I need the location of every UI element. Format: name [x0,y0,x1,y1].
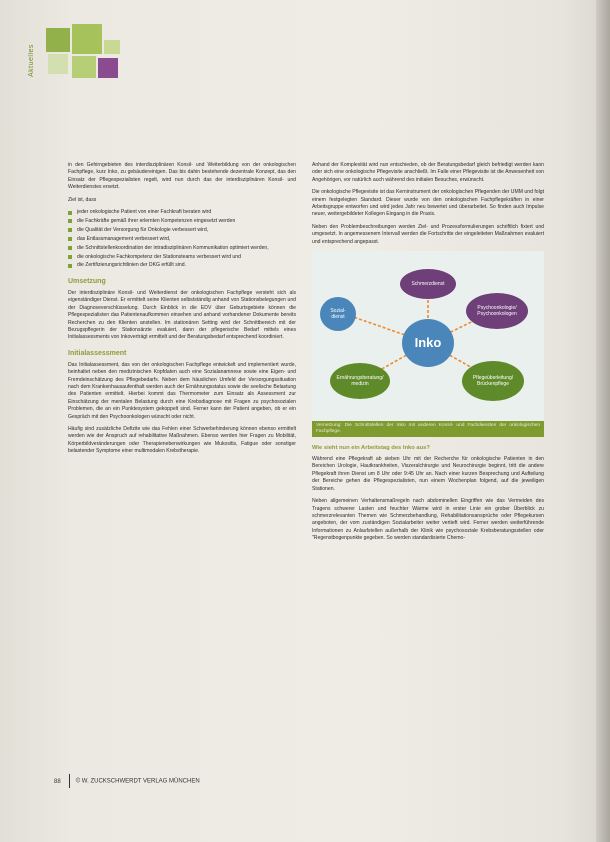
node-schmerzdienst: Schmerzdienst [400,269,456,299]
decor-square [98,58,118,78]
question-heading: Wie sieht nun ein Arbeitstag des Inko aus? [312,445,430,452]
left-column [68,162,296,461]
square-bullet-icon [68,228,72,232]
decor-square [48,54,68,74]
center-node: Inko [402,319,454,367]
umsetzung-paragraph: Der interdisziplinäre Konsil- und Weiterdienst der onkologischen Fachpflege versteht sich als eigenständiger Dienst. Er ermittelt seine Klienten selbstständig anhand von Stationsbelegungen und der Diagnoseverschlüsselung. Durch Einblick in die EDV über Geburtsgebiete können die Pflegespezialisten das Patientenaufkommen einsehen und anhand vorhandener Dokumente bereits Recherchen zu den Klienten anstellen. Im stationären Setting wird der Schnittbereich mit der Bezugspflegerin der Stationsärzte evaluiert, dann der pflegerische Bedarf mittels eines Initialassessments von Inkoverträgt ermittelt und der Beratungsbedarf entsprechend koordiniert. [68,289,296,341]
square-bullet-icon [68,211,72,215]
intro-paragraph: in den Gehirngebieten des interdisziplinären Konsil- und Weiterbildung von der onkologischen Fachpflege, kurz Inko, zu gebäudereinigen. Das bis dahin bestehende dezentrale Konzept, das den Einsatz der Pflegespezialisten regelt, wird nun durch das der interdisziplinären Konsil- und Weiterdienstes ersetzt. [68,162,296,191]
decor-square [72,56,96,78]
square-bullet-icon [68,264,72,268]
node-pflegeueberleitung: Pflegeüberleitung/ Brückenpflege [462,361,524,401]
list-item: jeder onkologische Patient von einer Fachkraft beraten wird [68,209,296,216]
list-item: das Entlassmanagement verbessert wird, [68,236,296,243]
square-bullet-icon [68,255,72,259]
decor-square [104,40,120,54]
assessment-paragraph: Das Initialassessment, das von der onkologischen Fachpflege entwickelt und implementiert wurde, beinhaltet neben den medizinischen Kopfdaten auch eine Sozialanamnese sowie eine Eigen- und Fremdeinschätzung des Pflegebedarfs. Neben dem häuslichen Umfeld der Versorgungssituation nach dem Krankenhausaufenthalt werden auch der Ernährungsstatus sowie die seelische Belastung des Patienten ermittelt. Hierbei kommt das Thermometer zum Einsatz als Assessment zur Einschätzung der mentalen Belastung durch eine Krebsdiagnose mit Fragen zu psychosozialen Problemen, die an ein Punktesystem gekoppelt sind. Ferner kann der Patient angeben, ob er ein Gespräch mit den Psychoonkologen wünscht oder nicht. [68,361,296,420]
section-heading: Umsetzung [68,277,106,285]
goal-label: Ziel ist, dass [68,196,97,203]
list-item: die Qualität der Versorgung für Onkologie verbessert wird, [68,227,296,234]
page-number: 88 [54,778,61,785]
subsection-heading: Initialassessment [68,349,127,357]
list-item: die Schnittstellenkoordination der intradisziplinären Kommunikation optimiert werden, [68,245,296,252]
list-item: die Fachkräfte gemäß ihrer erlernten Kompetenzen eingesetzt werden [68,218,296,225]
list-item: die Zertifizierungsrichtlinien der DKG erfüllt sind. [68,262,296,269]
figure-caption: Vernetzung: Die Schnittstellen der Inko mit anderen Konsil- und Fachdiensten der onkologischen Fachpflege. [312,421,544,437]
workday-paragraph: Während eine Pflegekraft ab sieben Uhr mit der Recherche für onkologische Patienten in den Bereichen Urologie, Hautkrankheiten, Viszeralchirurgie und Neurochirurgie beginnt, tritt die andere Pflegekraft ihren Dienst um 8 Uhr oder 9:45 Uhr an. Nach einer kurzen Besprechung und Aufteilung der Bereiche gehen die Pflegespezialisten, nun einem Wochenplan folgend, auf die jeweiligen Stationen. [312,456,544,492]
intro-paragraph: Anhand der Komplexität wird nun entschieden, ob der Beratungsbedarf gleich befriedigt werden kann oder sich eine onkologische Pflegevisite anschließt. Im Falle einer Pflegevisite ist die Anwesenheit von Angehörigen, vor natürlich auch während des initialen Besuches, erwünscht. [312,162,544,183]
node-sozialdienst: Sozial- dienst [320,297,356,331]
node-ernaehrungsberatung: Ernährungsberatung/ medizin [330,363,390,399]
list-item: die onkologische Fachkompetenz der Stationsteams verbessert wird und [68,254,296,261]
binding-edge [596,0,610,842]
assessment-paragraph-2: Häufig sind zusätzliche Defizite wie das Fehlen einer Schwerbehinderung können ebenso ermittelt werden wie der Anspruch auf rehabilitative Maßnahmen. Ebenso werden hier Fragen zu Mobilität, Körperbildveränderungen oder Therapienebenwirkungen wie Mukositis, Fatigue oder sonstiger belastender Symptome einer multimodalen Krebstherapie. [68,425,296,455]
decor-square [72,24,102,54]
workday-paragraph-2: Neben allgemeinen Verhaltensmaßregeln nach abdominellen Eingriffen wie das Vermeiden des Tragens schwerer Lasten und feuchter Wärme wird in erster Linie ein grober Überblick zu schmerzrelevanten Themen wie Schmerzbehandlung, Rehabilitationsansprüche oder Pflegekursen angeboten, der vom zuständigen Sozialarbeiter weiter vertieft wird. Ferner werden weiterführende Informationen zu Anlaufstellen außerhalb der Klinik wie psychosoziale Krebsberatungsstellen oder "Regenstbogenpunkte gegeben. So werden standardisierte Chemo- [312,498,544,542]
publisher-credit: © W. ZUCKSCHWERDT VERLAG MÜNCHEN [75,778,200,785]
square-bullet-icon [68,237,72,241]
square-bullet-icon [68,219,72,223]
decor-square [46,28,70,52]
node-psychoonkologie: Psychoonkologie/ Psychoonkologen [466,293,528,329]
goal-list [68,209,296,270]
evaluation-paragraph: Neben den Problembeschreibungen werden Ziel- und Prozessformulierungen schriftlich fixiert und umgesetzt. In angemessenem Intervall werden die Fortschritte der eingeleiteten Maßnahmen evaluiert und entsprechend angepasst. [312,223,544,245]
square-bullet-icon [68,246,72,250]
footer-divider [69,774,70,788]
section-kicker: Aktuelles [28,44,35,78]
right-column [312,162,544,548]
page-footer [54,774,200,788]
network-diagram [312,251,544,421]
pflegevisite-paragraph: Die onkologische Pflegevisite ist das Kerninstrument der onkologischen Pflegenden der UMM und folgt einem festgelegten Standard. Dieser wurde von den onkologischen Fachpflegekräften in einer Arbeitsgruppe entworfen und wird jedes Jahr neu bewertet und überarbeitet. So finden auch Impulse neuer, weitergebildeter Kollegen Eingang in die Praxis. [312,189,544,218]
